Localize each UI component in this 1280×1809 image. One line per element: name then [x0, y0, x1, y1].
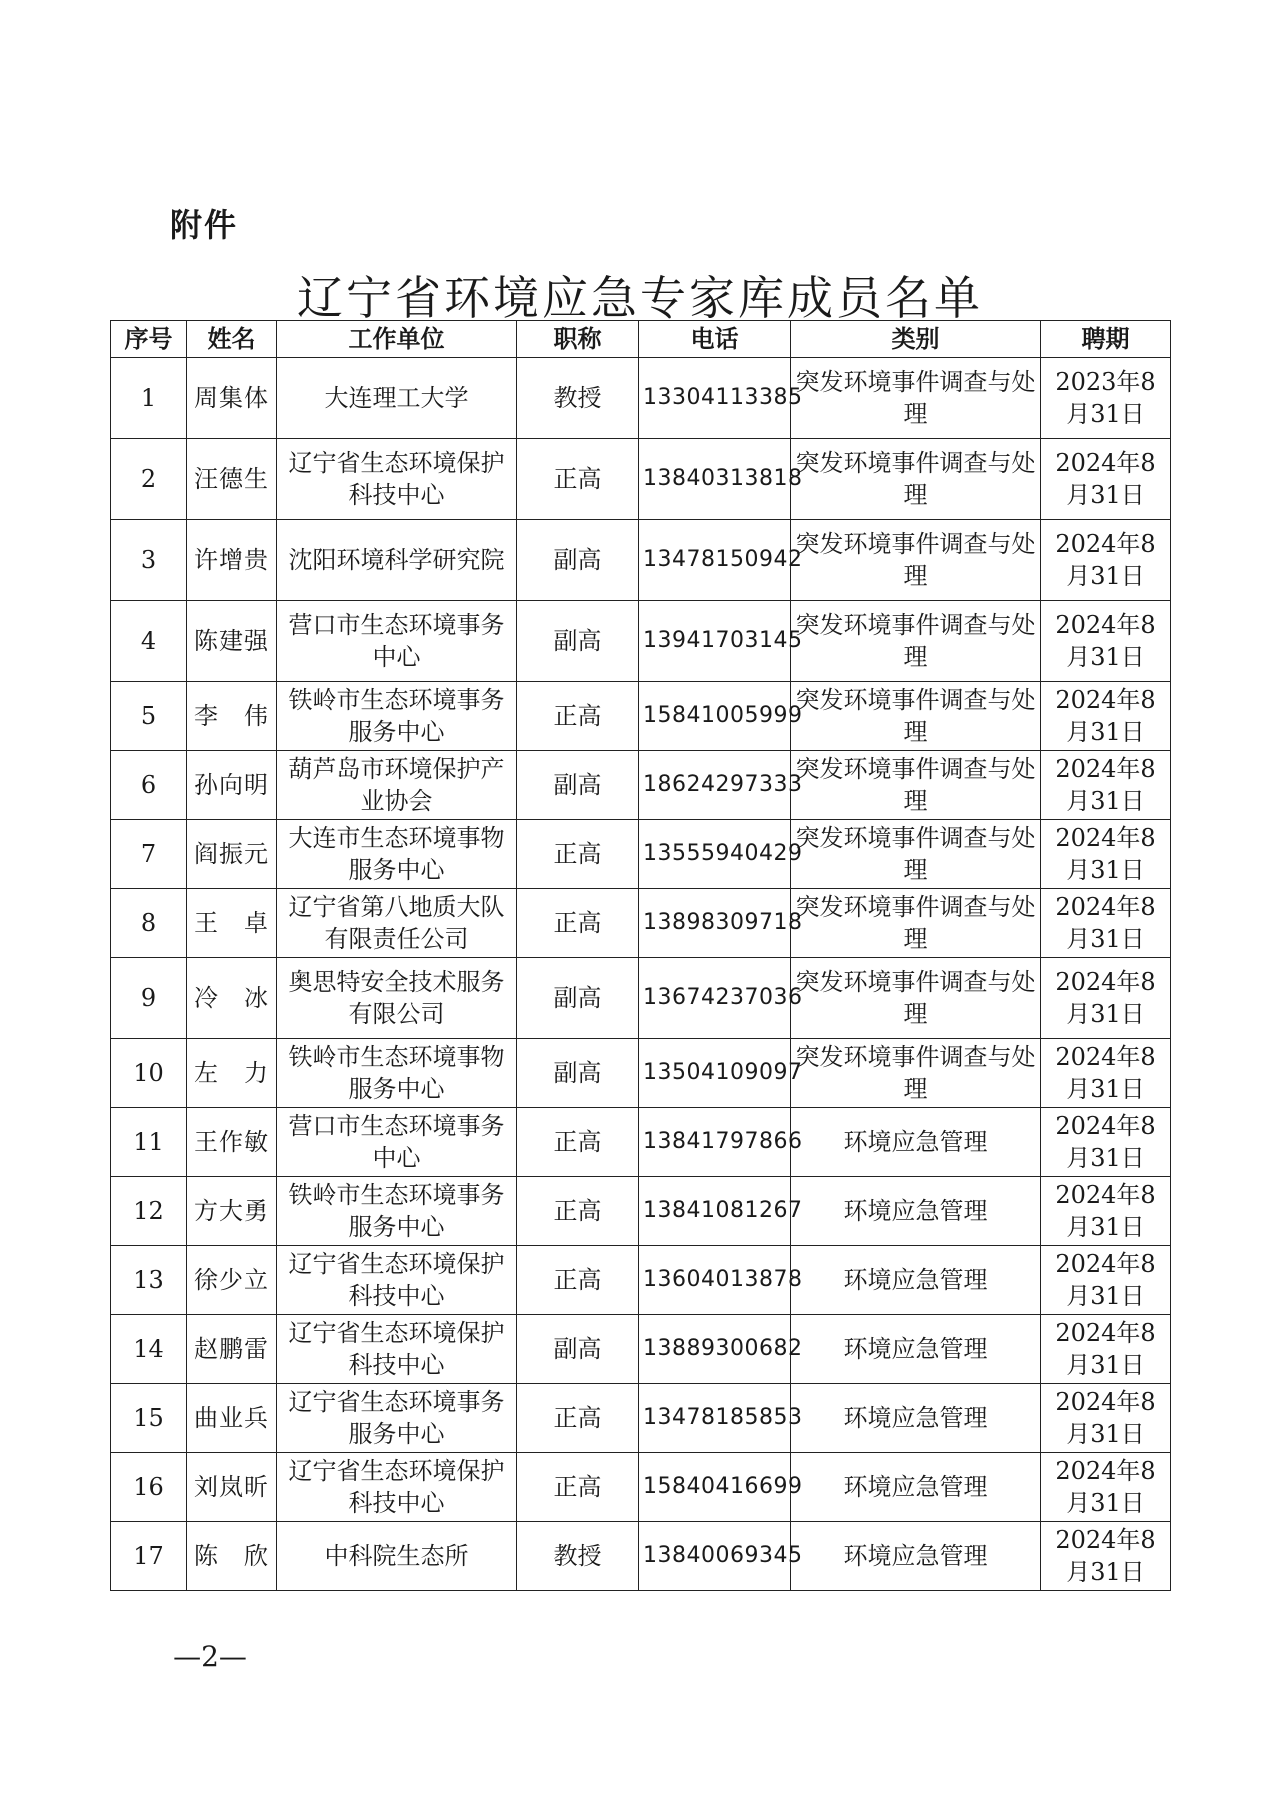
cell-unit: 沈阳环境科学研究院: [277, 520, 517, 601]
cell-unit: 铁岭市生态环境事物服务中心: [277, 1039, 517, 1108]
table-row: [111, 1246, 1171, 1315]
cell-category: 环境应急管理: [791, 1453, 1041, 1522]
cell-phone: 13889300682: [639, 1315, 791, 1384]
cell-no: 2: [111, 439, 187, 520]
cell-category: 环境应急管理: [791, 1384, 1041, 1453]
table-row: [111, 682, 1171, 751]
cell-name: 阎振元: [187, 820, 277, 889]
cell-term: 2024年8月31日: [1041, 439, 1171, 520]
cell-unit: 葫芦岛市环境保护产业协会: [277, 751, 517, 820]
expert-list-table: [110, 320, 1171, 1591]
cell-name: 左 力: [187, 1039, 277, 1108]
cell-term: 2024年8月31日: [1041, 1108, 1171, 1177]
cell-unit: 铁岭市生态环境事务服务中心: [277, 682, 517, 751]
table-row: [111, 751, 1171, 820]
cell-name: 曲业兵: [187, 1384, 277, 1453]
cell-phone: 13555940429: [639, 820, 791, 889]
cell-unit: 铁岭市生态环境事务服务中心: [277, 1177, 517, 1246]
cell-phone: 13941703145: [639, 601, 791, 682]
cell-phone: 13504109097: [639, 1039, 791, 1108]
cell-title: 正高: [517, 1453, 639, 1522]
cell-name: 赵鹏雷: [187, 1315, 277, 1384]
cell-term: 2024年8月31日: [1041, 1177, 1171, 1246]
cell-category: 突发环境事件调查与处理: [791, 682, 1041, 751]
cell-title: 正高: [517, 820, 639, 889]
cell-category: 突发环境事件调查与处理: [791, 358, 1041, 439]
cell-name: 陈 欣: [187, 1522, 277, 1591]
cell-term: 2024年8月31日: [1041, 751, 1171, 820]
cell-category: 环境应急管理: [791, 1108, 1041, 1177]
attachment-label: 附件: [170, 206, 239, 244]
column-header-category: 类别: [791, 321, 1041, 358]
cell-title: 正高: [517, 1177, 639, 1246]
cell-phone: 13478150942: [639, 520, 791, 601]
cell-no: 16: [111, 1453, 187, 1522]
cell-unit: 辽宁省生态环境保护科技中心: [277, 1453, 517, 1522]
cell-phone: 13840313818: [639, 439, 791, 520]
cell-name: 刘岚昕: [187, 1453, 277, 1522]
cell-term: 2024年8月31日: [1041, 889, 1171, 958]
cell-no: 15: [111, 1384, 187, 1453]
cell-term: 2024年8月31日: [1041, 1384, 1171, 1453]
column-header-term: 聘期: [1041, 321, 1171, 358]
cell-title: 正高: [517, 1384, 639, 1453]
cell-title: 正高: [517, 1246, 639, 1315]
cell-term: 2024年8月31日: [1041, 958, 1171, 1039]
cell-no: 1: [111, 358, 187, 439]
cell-name: 陈建强: [187, 601, 277, 682]
cell-category: 突发环境事件调查与处理: [791, 1039, 1041, 1108]
cell-title: 教授: [517, 358, 639, 439]
table-row: [111, 520, 1171, 601]
cell-title: 正高: [517, 682, 639, 751]
cell-phone: 13478185853: [639, 1384, 791, 1453]
cell-term: 2024年8月31日: [1041, 682, 1171, 751]
table-header-row: [111, 321, 1171, 358]
cell-name: 周集体: [187, 358, 277, 439]
cell-phone: 13898309718: [639, 889, 791, 958]
cell-category: 环境应急管理: [791, 1177, 1041, 1246]
cell-category: 突发环境事件调查与处理: [791, 820, 1041, 889]
cell-category: 突发环境事件调查与处理: [791, 520, 1041, 601]
cell-term: 2024年8月31日: [1041, 1039, 1171, 1108]
cell-category: 环境应急管理: [791, 1315, 1041, 1384]
cell-no: 12: [111, 1177, 187, 1246]
table-row: [111, 1039, 1171, 1108]
cell-title: 副高: [517, 1039, 639, 1108]
column-header-unit: 工作单位: [277, 321, 517, 358]
table-row: [111, 1177, 1171, 1246]
cell-phone: 15841005999: [639, 682, 791, 751]
cell-unit: 辽宁省生态环境事务服务中心: [277, 1384, 517, 1453]
cell-term: 2024年8月31日: [1041, 520, 1171, 601]
table-row: [111, 958, 1171, 1039]
cell-title: 副高: [517, 1315, 639, 1384]
cell-title: 副高: [517, 520, 639, 601]
cell-no: 3: [111, 520, 187, 601]
cell-phone: 13674237036: [639, 958, 791, 1039]
table-row: [111, 1315, 1171, 1384]
cell-unit: 中科院生态所: [277, 1522, 517, 1591]
cell-name: 李 伟: [187, 682, 277, 751]
cell-term: 2024年8月31日: [1041, 1522, 1171, 1591]
table-row: [111, 820, 1171, 889]
cell-title: 教授: [517, 1522, 639, 1591]
cell-no: 13: [111, 1246, 187, 1315]
cell-no: 10: [111, 1039, 187, 1108]
cell-unit: 辽宁省生态环境保护科技中心: [277, 1246, 517, 1315]
cell-title: 正高: [517, 439, 639, 520]
cell-no: 4: [111, 601, 187, 682]
cell-name: 方大勇: [187, 1177, 277, 1246]
cell-term: 2024年8月31日: [1041, 1453, 1171, 1522]
cell-name: 汪德生: [187, 439, 277, 520]
table-row: [111, 1384, 1171, 1453]
cell-title: 正高: [517, 889, 639, 958]
cell-category: 突发环境事件调查与处理: [791, 889, 1041, 958]
cell-name: 王 卓: [187, 889, 277, 958]
table-row: [111, 439, 1171, 520]
cell-phone: 13840069345: [639, 1522, 791, 1591]
cell-phone: 13604013878: [639, 1246, 791, 1315]
cell-name: 王作敏: [187, 1108, 277, 1177]
page-number: —2—: [173, 1640, 247, 1673]
cell-no: 14: [111, 1315, 187, 1384]
table-row: [111, 1108, 1171, 1177]
cell-phone: 13841797866: [639, 1108, 791, 1177]
cell-name: 孙向明: [187, 751, 277, 820]
cell-name: 许增贵: [187, 520, 277, 601]
cell-unit: 大连市生态环境事物服务中心: [277, 820, 517, 889]
cell-term: 2024年8月31日: [1041, 820, 1171, 889]
cell-category: 突发环境事件调查与处理: [791, 601, 1041, 682]
column-header-no: 序号: [111, 321, 187, 358]
cell-unit: 辽宁省生态环境保护科技中心: [277, 1315, 517, 1384]
table-row: [111, 358, 1171, 439]
cell-name: 徐少立: [187, 1246, 277, 1315]
cell-term: 2024年8月31日: [1041, 1315, 1171, 1384]
cell-no: 8: [111, 889, 187, 958]
cell-category: 突发环境事件调查与处理: [791, 439, 1041, 520]
cell-phone: 13304113385: [639, 358, 791, 439]
cell-no: 6: [111, 751, 187, 820]
cell-unit: 大连理工大学: [277, 358, 517, 439]
cell-title: 副高: [517, 601, 639, 682]
cell-no: 9: [111, 958, 187, 1039]
cell-title: 正高: [517, 1108, 639, 1177]
cell-unit: 辽宁省生态环境保护科技中心: [277, 439, 517, 520]
table-row: [111, 601, 1171, 682]
cell-no: 5: [111, 682, 187, 751]
cell-name: 冷 冰: [187, 958, 277, 1039]
cell-title: 副高: [517, 751, 639, 820]
cell-term: 2024年8月31日: [1041, 601, 1171, 682]
cell-title: 副高: [517, 958, 639, 1039]
cell-term: 2023年8月31日: [1041, 358, 1171, 439]
cell-unit: 辽宁省第八地质大队有限责任公司: [277, 889, 517, 958]
table-row: [111, 1453, 1171, 1522]
cell-unit: 营口市生态环境事务中心: [277, 1108, 517, 1177]
cell-category: 环境应急管理: [791, 1522, 1041, 1591]
table-row: [111, 889, 1171, 958]
cell-no: 11: [111, 1108, 187, 1177]
cell-phone: 18624297333: [639, 751, 791, 820]
cell-category: 环境应急管理: [791, 1246, 1041, 1315]
cell-phone: 15840416699: [639, 1453, 791, 1522]
cell-term: 2024年8月31日: [1041, 1246, 1171, 1315]
cell-category: 突发环境事件调查与处理: [791, 751, 1041, 820]
table-row: [111, 1522, 1171, 1591]
column-header-name: 姓名: [187, 321, 277, 358]
cell-no: 7: [111, 820, 187, 889]
document-title: 辽宁省环境应急专家库成员名单: [297, 271, 983, 325]
cell-category: 突发环境事件调查与处理: [791, 958, 1041, 1039]
cell-unit: 营口市生态环境事务中心: [277, 601, 517, 682]
column-header-title: 职称: [517, 321, 639, 358]
cell-unit: 奥思特安全技术服务有限公司: [277, 958, 517, 1039]
cell-no: 17: [111, 1522, 187, 1591]
column-header-phone: 电话: [639, 321, 791, 358]
cell-phone: 13841081267: [639, 1177, 791, 1246]
